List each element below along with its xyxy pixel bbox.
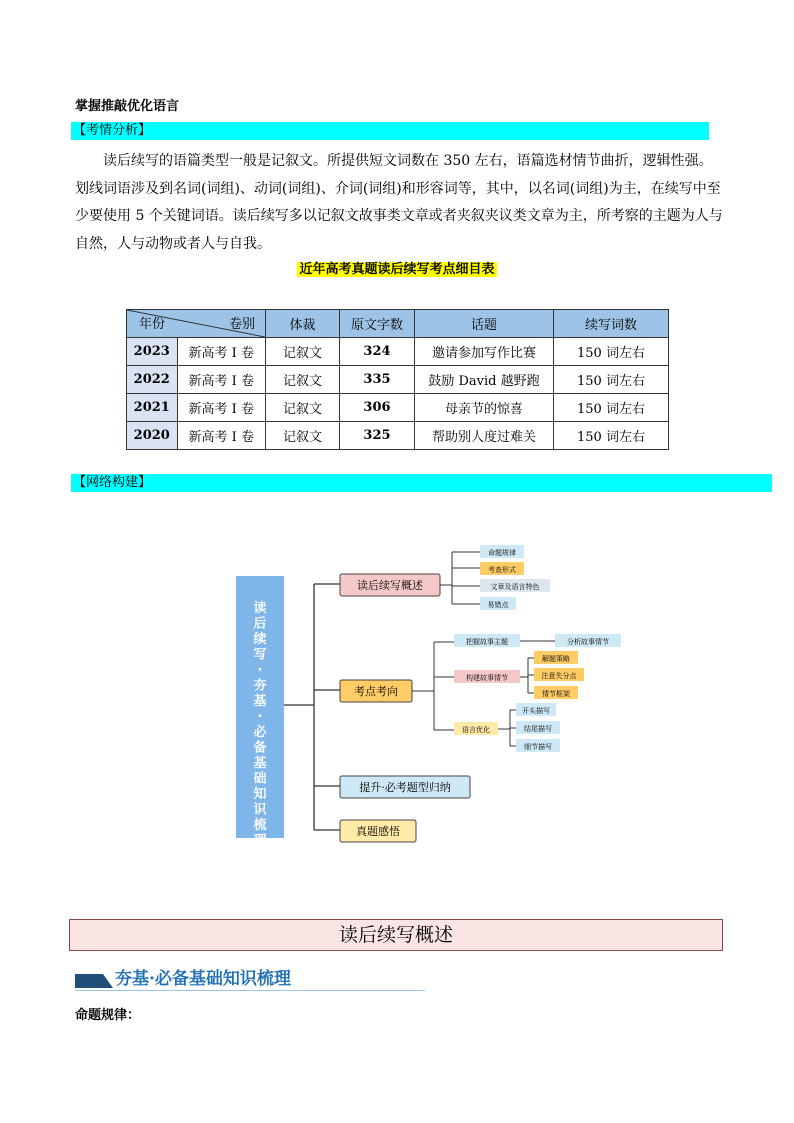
paper-cell: 新高考 I 卷 — [177, 338, 266, 366]
words-cell: 324 — [340, 338, 415, 366]
analysis-section-bar: 【考情分析】 — [71, 122, 709, 140]
paper-cell: 新高考 I 卷 — [177, 422, 266, 450]
topic-cell: 帮助别人度过难关 — [415, 422, 554, 450]
mindmap-leaf-label: 命题规律 — [488, 549, 516, 557]
paper-cell: 新高考 I 卷 — [177, 366, 266, 394]
mindmap-root-label — [252, 600, 267, 849]
topic-cell: 鼓励 David 越野跑 — [415, 366, 554, 394]
corner-right-label: 卷别 — [228, 317, 255, 332]
table-row — [127, 338, 669, 366]
mindmap-root-char: 续 — [253, 632, 267, 647]
corner-diagonal-line — [127, 310, 265, 337]
mindmap-leaf-label: 易错点 — [487, 601, 509, 609]
count-cell: 150 词左右 — [554, 394, 669, 422]
mindmap-root-char: 基 — [253, 756, 267, 771]
mindmap-root-char: 基 — [253, 694, 267, 709]
analysis-paragraph: 读后续写的语篇类型一般是记叙文。所提供短文词数在 350 左右，语篇选材情节曲折，逻辑性强。划线词语涉及到名词(词组)、动词(词组)、介词(词组)和形容词等，其中，以名词(词组)为主，在续写中至少要使用 5 个关键词语。读后续写多以记叙文故事类文章或者夹叙夹议类文章为主，所考察的主题为人与自然，人与动物或者人与自我。 — [75, 153, 723, 252]
table-row — [127, 366, 669, 394]
year-cell: 2023 — [127, 338, 178, 366]
year-cell: 2020 — [127, 422, 178, 450]
words-cell: 325 — [340, 422, 415, 450]
rule-label: 命题规律： — [75, 1008, 141, 1023]
mindmap-leaf-label: 细节描写 — [524, 743, 552, 751]
mindmap-sub-label: 语言优化 — [462, 726, 490, 734]
mindmap-root-char: · — [257, 663, 263, 678]
header-cell: 原文字数 — [340, 310, 415, 338]
mindmap-root-char: 理 — [253, 833, 267, 849]
mindmap-root-char: 后 — [253, 616, 267, 632]
genre-cell: 记叙文 — [266, 366, 340, 394]
table-caption: 近年高考真题读后续写考点细目表 — [299, 262, 495, 277]
mindmap — [230, 540, 630, 850]
page-heading: 掌握推敲优化语言 — [75, 99, 180, 114]
mindmap-leaf-label: 文章及语言特色 — [490, 583, 540, 591]
paper-cell: 新高考 I 卷 — [177, 394, 266, 422]
corner-left-label: 年份 — [139, 317, 166, 332]
table-row — [127, 394, 669, 422]
count-cell: 150 词左右 — [554, 338, 669, 366]
topic-cell: 邀请参加写作比赛 — [415, 338, 554, 366]
mindmap-root-char: 知 — [253, 787, 267, 802]
mindmap-root-char: 读 — [253, 601, 267, 616]
mindmap-leaf-label: 考查形式 — [488, 566, 516, 574]
year-cell: 2022 — [127, 366, 178, 394]
mindmap-root-char: · — [257, 709, 263, 725]
sub-heading — [75, 962, 425, 991]
mindmap-leaf-label: 解题策略 — [542, 655, 570, 663]
table-row — [127, 422, 669, 450]
mindmap-leaf-label: 情节框架 — [542, 690, 570, 698]
mindmap-root-char: 梳 — [253, 818, 267, 833]
mindmap-sub-label: 把握故事主题 — [466, 638, 508, 646]
heading-marker-arrow-icon — [103, 974, 113, 988]
genre-cell: 记叙文 — [266, 422, 340, 450]
mindmap-root-char: 必 — [253, 725, 267, 740]
mindmap-leaf-label: 注意失分点 — [541, 672, 577, 680]
sub-heading-text: 夯基·必备基础知识梳理 — [115, 969, 291, 989]
genre-cell: 记叙文 — [266, 394, 340, 422]
mindmap-leaf-label: 结尾描写 — [524, 725, 552, 733]
mindmap-branch-points-label: 考点考向 — [354, 685, 398, 698]
mindmap-leaf-label: 开头描写 — [522, 707, 550, 715]
mindmap-branch-types-label: 提升·必考题型归纳 — [359, 781, 451, 794]
mindmap-sub-label: 构建故事情节 — [466, 674, 508, 682]
mindmap-root-char: 础 — [253, 771, 267, 787]
year-cell: 2021 — [127, 394, 178, 422]
mindmap-root-char: 备 — [253, 740, 267, 756]
mindmap-branch-real-label: 真题感悟 — [356, 825, 400, 838]
header-cell: 话题 — [415, 310, 554, 338]
words-cell: 306 — [340, 394, 415, 422]
network-section-bar: 【网络构建】 — [71, 474, 772, 492]
mindmap-root-char: 写 — [253, 647, 267, 663]
words-cell: 335 — [340, 366, 415, 394]
genre-cell: 记叙文 — [266, 338, 340, 366]
count-cell: 150 词左右 — [554, 422, 669, 450]
heading-marker-icon — [75, 974, 103, 988]
count-cell: 150 词左右 — [554, 366, 669, 394]
mindmap-root-char: 识 — [253, 802, 267, 818]
header-cell: 续写词数 — [554, 310, 669, 338]
section-title: 读后续写概述 — [69, 919, 723, 951]
mindmap-root-char: 夯 — [253, 678, 267, 694]
mindmap-leaf-label: 分析故事情节 — [567, 638, 609, 646]
mindmap-branch-overview-label: 读后续写概述 — [357, 579, 423, 592]
header-cell: 体裁 — [266, 310, 340, 338]
topic-cell: 母亲节的惊喜 — [415, 394, 554, 422]
